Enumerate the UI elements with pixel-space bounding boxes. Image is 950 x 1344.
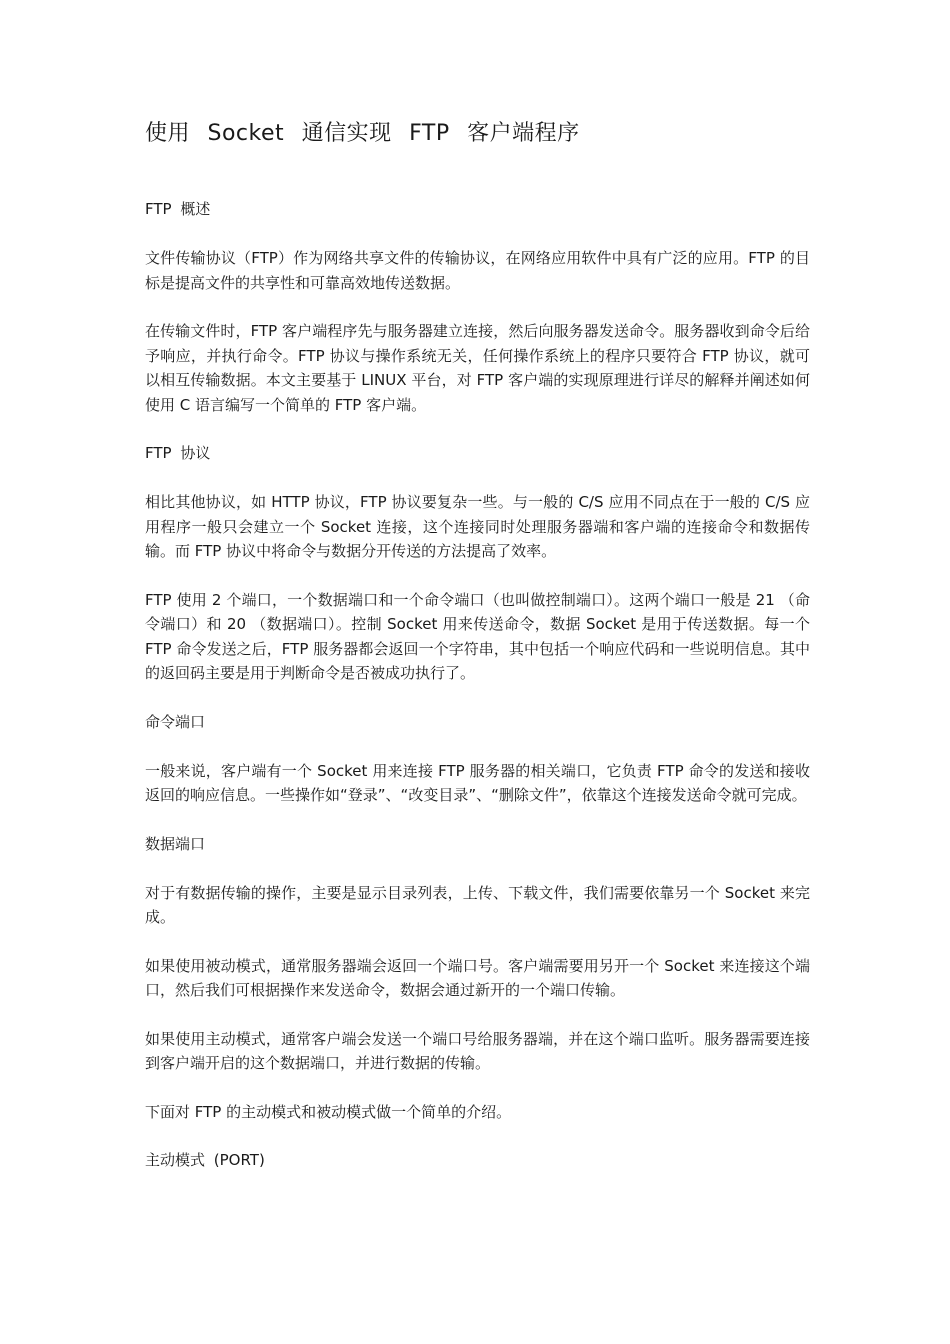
section-heading-command-port: 命令端口 bbox=[145, 712, 206, 731]
paragraph: 如果使用主动模式，通常客户端会发送一个端口号给服务器端，并在这个端口监听。服务器需要连接到客户端开启的这个数据端口，并进行数据的传输。 bbox=[145, 1029, 810, 1072]
paragraph: 下面对 FTP 的主动模式和被动模式做一个简单的介绍。 bbox=[145, 1102, 512, 1121]
paragraph: 文件传输协议（FTP）作为网络共享文件的传输协议，在网络应用软件中具有广泛的应用。FTP 的目标是提高文件的共享性和可靠高效地传送数据。 bbox=[145, 249, 810, 292]
paragraph: 在传输文件时，FTP 客户端程序先与服务器建立连接，然后向服务器发送命令。服务器收到命令后给予响应，并执行命令。FTP 协议与操作系统无关，任何操作系统上的程序只要符合 FTP 协议，就可以相互传输数据。本文主要基于 LINUX 平台，对 FTP 客户端的实现原理进行详尽的解释并阐述如何使用 C 语言编写一个简单的 FTP 客户端。 bbox=[145, 322, 810, 414]
section-heading-data-port: 数据端口 bbox=[145, 834, 206, 853]
paragraph: FTP 使用 2 个端口，一个数据端口和一个命令端口（也叫做控制端口）。这两个端口一般是 21 （命令端口）和 20 （数据端口）。控制 Socket 用来传送命令，数据 Socket 是用于传送数据。每一个 FTP 命令发送之后，FTP 服务器都会返回一个字符串，其中包括一个响应代码和一些说明信息。其中的返回码主要是用于判断命令是否被成功执行了。 bbox=[145, 590, 810, 682]
paragraph: 相比其他协议，如 HTTP 协议，FTP 协议要复杂一些。与一般的 C/S 应用不同点在于一般的 C/S 应用程序一般只会建立一个 Socket 连接，这个连接同时处理服务器端和客户端的连接命令和数据传输。而 FTP 协议中将命令与数据分开传送的方法提高了效率。 bbox=[145, 493, 810, 560]
paragraph: 如果使用被动模式，通常服务器端会返回一个端口号。客户端需要用另开一个 Socket 来连接这个端口，然后我们可根据操作来发送命令，数据会通过新开的一个端口传输。 bbox=[145, 956, 810, 999]
paragraph: 对于有数据传输的操作，主要是显示目录列表，上传、下载文件，我们需要依靠另一个 Socket 来完成。 bbox=[145, 883, 810, 926]
document-title: 使用 Socket 通信实现 FTP 客户端程序 bbox=[145, 121, 580, 146]
section-heading-ftp-protocol: FTP 协议 bbox=[145, 444, 211, 462]
section-heading-ftp-overview: FTP 概述 bbox=[145, 200, 211, 218]
paragraph: 一般来说，客户端有一个 Socket 用来连接 FTP 服务器的相关端口，它负责 FTP 命令的发送和接收返回的响应信息。一些操作如“登录”、“改变目录”、“删除文件”，依靠这个连接发送命令就可完成。 bbox=[145, 761, 810, 804]
section-heading-active-mode: 主动模式 (PORT) bbox=[145, 1151, 265, 1169]
document-page bbox=[145, 116, 810, 1197]
